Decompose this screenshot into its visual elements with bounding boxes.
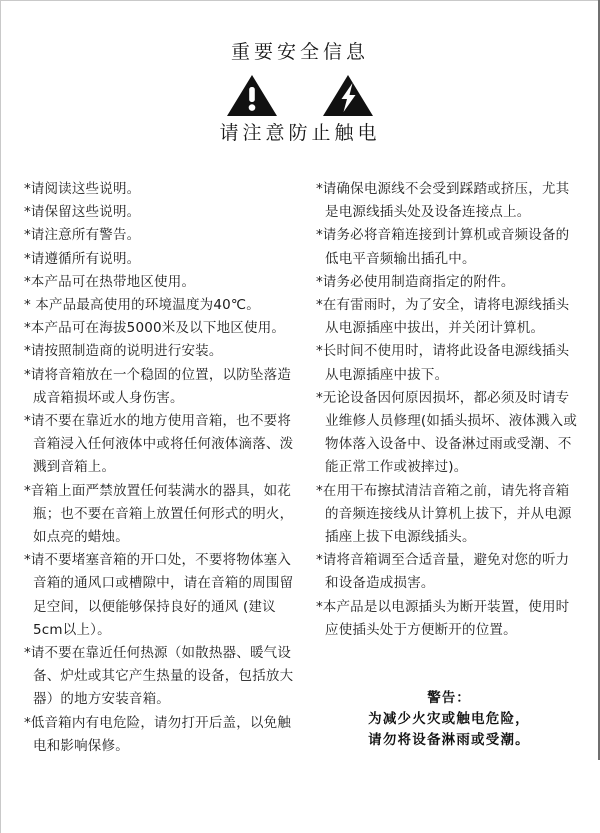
safety-instruction-item: [316, 596, 582, 642]
warning-line-2: 请勿将设备淋雨或受潮。: [368, 732, 530, 748]
safety-instruction-text: 请将音箱调至合适音量，避免对您的听力和设备造成损害。: [322, 552, 570, 592]
bullet-marker: *: [24, 482, 31, 499]
safety-instruction-text: 请将音箱放在一个稳固的位置，以防坠落造成音箱损坏或人身伤害。: [30, 366, 292, 406]
bullet-marker: *: [24, 227, 31, 244]
bullet-marker: *: [316, 297, 323, 314]
bullet-marker: *: [316, 389, 323, 406]
safety-instruction-text: 长时间不使用时，请将此设备电源线插头从电源插座中拔下。: [322, 343, 570, 383]
safety-instruction-text: 请务必使用制造商指定的附件。: [322, 273, 515, 290]
bullet-marker: *: [24, 320, 31, 337]
safety-instruction-text: 在有雷雨时，为了安全，请将电源线插头从电源插座中拔出，并关闭计算机。: [322, 297, 570, 337]
safety-instruction-text: 在用干布擦拭清洁音箱之前，请先将音箱的音频连接线从计算机上拔下，并从电源插座上拔下电源线插头。: [322, 482, 572, 546]
safety-instruction-text: 音箱上面严禁放置任何装满水的器具，如花瓶；也不要在音箱上放置任何形式的明火，如点亮的蜡烛。: [30, 482, 294, 546]
safety-instructions-columns: [0, 178, 600, 758]
safety-instruction-text: 本产品可在热带地区使用。: [30, 273, 196, 290]
safety-instruction-item: [316, 480, 582, 550]
document-subtitle: 请注意防止触电: [219, 121, 381, 144]
safety-instruction-text: 本产品是以电源插头为断开装置，使用时应使插头处于方便断开的位置。: [322, 598, 570, 638]
safety-instruction-text: 低音箱内有电危险，请勿打开后盖，以免触电和影响保修。: [30, 714, 292, 754]
safety-instruction-text: 请务必将音箱连接到计算机或音频设备的低电平音频输出插孔中。: [322, 227, 570, 267]
safety-instruction-item: [24, 294, 294, 317]
safety-instruction-item: [316, 294, 582, 340]
safety-instruction-item: [24, 224, 294, 247]
safety-instruction-text: 请不要在靠近任何热源（如散热器、暖气设备、炉灶或其它产生热量的设备，包括放大器）的地方安装音箱。: [30, 645, 294, 708]
bullet-marker: *: [24, 343, 31, 360]
left-column: [0, 178, 300, 758]
bullet-marker: *: [24, 714, 31, 731]
safety-instruction-item: [24, 201, 294, 224]
safety-instruction-text: 本产品可在海拔5000米及以下地区使用。: [30, 320, 286, 337]
safety-instruction-text: 请按照制造商的说明进行安装。: [30, 343, 223, 360]
bullet-marker: *: [316, 343, 323, 360]
warning-heading: 警告：: [427, 690, 471, 706]
bullet-marker: *: [24, 181, 31, 197]
safety-instruction-item: [24, 549, 294, 642]
safety-instruction-item: [316, 340, 582, 386]
safety-instruction-item: [24, 480, 294, 550]
electric-shock-lightning-triangle-icon: [322, 73, 374, 117]
safety-instruction-item: [316, 271, 582, 294]
safety-instruction-item: [24, 410, 294, 480]
safety-instruction-text: 请阅读这些说明。: [30, 181, 141, 197]
bullet-marker: *: [316, 181, 323, 197]
safety-instruction-item: [316, 549, 582, 595]
safety-instruction-text: 请确保电源线不会受到踩踏或挤压，尤其是电源线插头处及设备连接点上。: [322, 181, 570, 221]
bullet-marker: *: [24, 413, 31, 430]
safety-instruction-item: [24, 178, 294, 201]
safety-instruction-item: [316, 387, 582, 480]
safety-instruction-text: 请注意所有警告。: [30, 227, 141, 244]
safety-instruction-text: 请遵循所有说明。: [30, 250, 141, 267]
safety-instruction-item: [316, 178, 582, 224]
safety-instruction-text: 无论设备因何原因损坏，都必须及时请专业维修人员修理(如插头损坏、液体溅入或物体落入设备中、设备淋过雨或受潮、不能正常工作或被摔过)。: [322, 389, 578, 476]
warning-exclamation-triangle-icon: [226, 73, 278, 117]
safety-instruction-item: [24, 642, 294, 712]
bullet-marker: *: [316, 482, 323, 499]
document-header: [0, 40, 600, 145]
bullet-marker: *: [316, 273, 323, 290]
warning-symbols-row: [0, 71, 600, 117]
safety-instruction-text: 请不要堵塞音箱的开口处，不要将物体塞入音箱的通风口或槽隙中，请在音箱的周围留足空间，以便能够保持良好的通风 (建议5cm以上）。: [30, 552, 294, 638]
right-column: [300, 178, 600, 642]
bullet-marker: *: [316, 552, 323, 569]
page-border-top: [0, 0, 600, 1]
bullet-marker: *: [24, 273, 31, 290]
safety-instruction-text: 请保留这些说明。: [30, 204, 141, 221]
bullet-marker: *: [316, 598, 323, 615]
safety-instruction-item: [316, 224, 582, 270]
safety-instruction-text: 本产品最高使用的环境温度为40℃。: [30, 297, 260, 314]
safety-instruction-item: [24, 340, 294, 363]
bottom-warning-block: [300, 688, 600, 751]
bullet-marker: *: [316, 227, 323, 244]
safety-instruction-item: [24, 271, 294, 294]
safety-instruction-item: [24, 364, 294, 410]
bullet-marker: *: [24, 297, 31, 314]
bullet-marker: *: [24, 250, 31, 267]
warning-line-1: 为减少火灾或触电危险，: [368, 711, 530, 727]
safety-instruction-item: [24, 317, 294, 340]
safety-instruction-text: 请不要在靠近水的地方使用音箱，也不要将音箱浸入任何液体中或将任何液体滴落、泼溅到音箱上。: [30, 413, 294, 476]
left-column-list: [24, 178, 294, 758]
bullet-marker: *: [24, 204, 31, 221]
bullet-marker: *: [24, 645, 31, 662]
safety-instruction-item: [24, 248, 294, 271]
safety-instruction-item: [24, 712, 294, 758]
right-column-list: [316, 178, 582, 642]
bullet-marker: *: [24, 552, 31, 569]
document-title: 重要安全信息: [230, 41, 369, 63]
bullet-marker: *: [24, 366, 31, 383]
